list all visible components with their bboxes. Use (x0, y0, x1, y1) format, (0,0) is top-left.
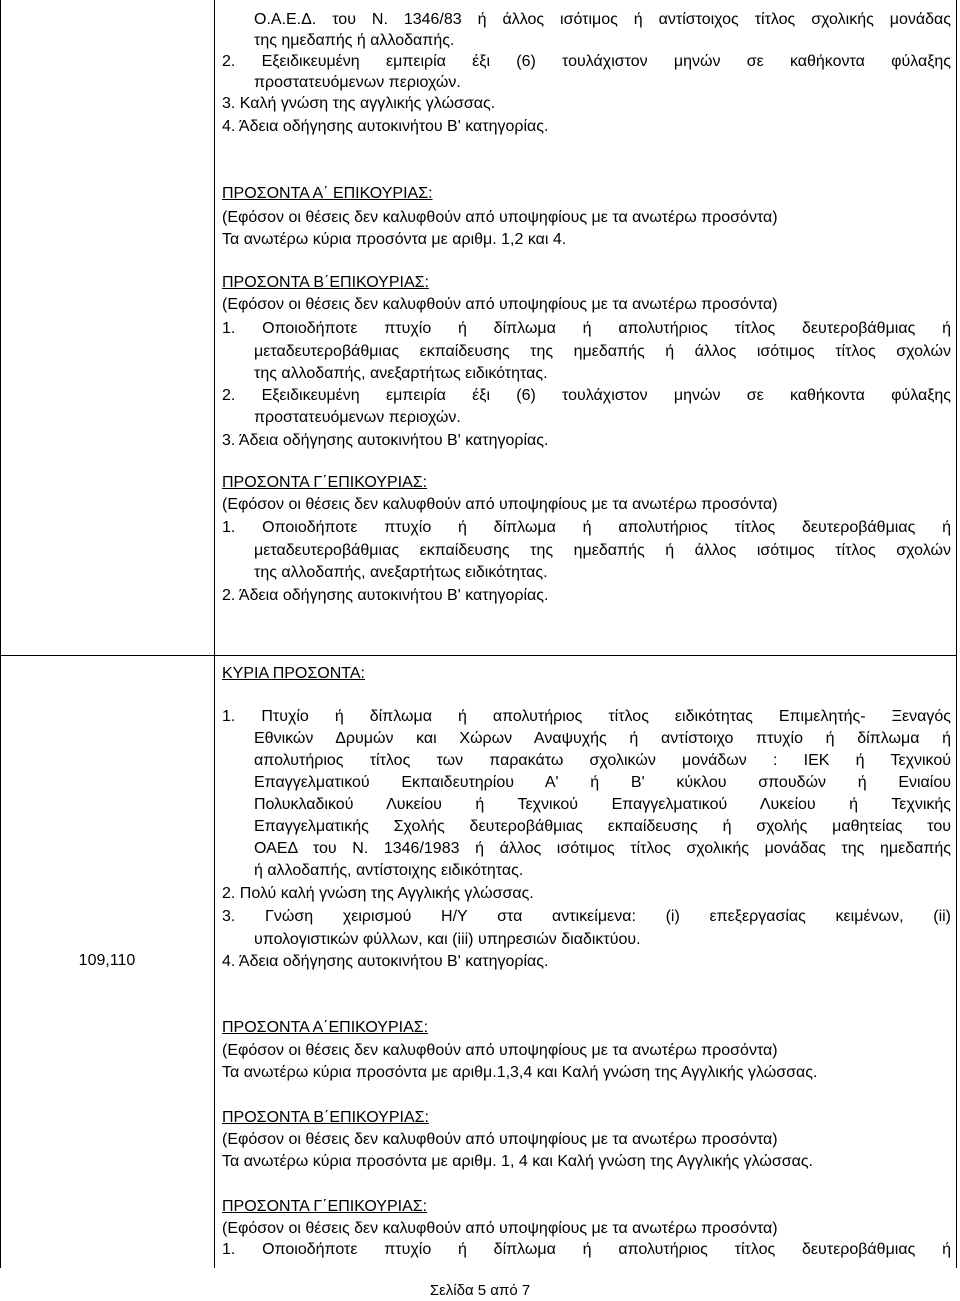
text-line: ΟΑΕΔ του Ν. 1346/1983 ή άλλος ισότιμος τίτλος σχολικής μονάδας της ημεδαπής (254, 840, 951, 857)
text-line: (Εφόσον οι θέσεις δεν καλυφθούν από υποψηφίους με τα ανωτέρω προσόντα) (222, 296, 778, 313)
text-line: Ο.Α.Ε.Δ. του Ν. 1346/83 ή άλλος ισότιμος ή αντίστοιχος τίτλος σχολικής μονάδας (254, 11, 951, 28)
text-line: 3. Γνώση χειρισμού Η/Υ στα αντικείμενα: (i) επεξεργασίας κειμένων, (ii) (222, 908, 951, 925)
text-line: 1. Οποιοδήποτε πτυχίο ή δίπλωμα ή απολυτήριος τίτλος δευτεροβάθμιας ή (222, 519, 951, 536)
section-heading: ΠΡΟΣΟΝΤΑ Β΄ΕΠΙΚΟΥΡΙΑΣ: (222, 274, 429, 291)
table-column-divider (214, 0, 215, 1268)
section-heading: ΠΡΟΣΟΝΤΑ Γ΄ΕΠΙΚΟΥΡΙΑΣ: (222, 474, 428, 491)
text-line: προστατευόμενων περιοχών. (254, 74, 461, 91)
text-line: Πολυκλαδικού Λυκείου ή Τεχνικού Επαγγελματικού Λυκείου ή Τεχνικής (254, 796, 951, 813)
table-border-right (956, 0, 957, 1268)
text-line: προστατευόμενων περιοχών. (254, 409, 461, 426)
text-line: Τα ανωτέρω κύρια προσόντα με αριθμ. 1, 4 και Καλή γνώση της Αγγλικής γλώσσας. (222, 1153, 813, 1170)
text-line: 3. Καλή γνώση της αγγλικής γλώσσας. (222, 95, 496, 112)
text-line: μεταδευτεροβάθμιας εκπαίδευσης της ημεδαπής ή άλλος ισότιμος τίτλος σχολών (254, 343, 951, 360)
text-line: της αλλοδαπής, ανεξαρτήτως ειδικότητας. (254, 564, 548, 581)
section-heading: ΠΡΟΣΟΝΤΑ Α΄ΕΠΙΚΟΥΡΙΑΣ: (222, 1019, 429, 1036)
table-border-left (0, 0, 1, 1268)
row2-content-cell (222, 656, 951, 1268)
text-line: Επαγγελματικής Σχολής δευτεροβάθμιας εκπαίδευσης ή σχολής μαθητείας του (254, 818, 951, 835)
specialty-code: 109,110 (78, 952, 136, 969)
text-line: 2. Εξειδικευμένη εμπειρία έξι (6) τουλάχιστον μηνών σε καθήκοντα φύλαξης (222, 53, 951, 70)
text-line: υπολογιστικών φύλλων, και (iii) υπηρεσιών διαδικτύου. (254, 931, 641, 948)
text-line: 1. Οποιοδήποτε πτυχίο ή δίπλωμα ή απολυτήριος τίτλος δευτεροβάθμιας ή (222, 1241, 951, 1258)
text-line: (Εφόσον οι θέσεις δεν καλυφθούν από υποψηφίους με τα ανωτέρω προσόντα) (222, 209, 778, 226)
text-line: Επαγγελματικού Εκπαιδευτηρίου Α' ή Β' κύκλου σπουδών ή Ενιαίου (254, 774, 951, 791)
text-line: 4. Άδεια οδήγησης αυτοκινήτου Β' κατηγορίας. (222, 953, 549, 970)
section-heading: ΚΥΡΙΑ ΠΡΟΣΟΝΤΑ: (222, 665, 365, 682)
page-number: Σελίδα 5 από 7 (429, 1282, 531, 1299)
section-heading: ΠΡΟΣΟΝΤΑ Α΄ ΕΠΙΚΟΥΡΙΑΣ: (222, 185, 433, 202)
text-line: 2. Άδεια οδήγησης αυτοκινήτου Β' κατηγορίας. (222, 587, 549, 604)
section-heading: ΠΡΟΣΟΝΤΑ Β΄ΕΠΙΚΟΥΡΙΑΣ: (222, 1109, 429, 1126)
text-line: 2. Εξειδικευμένη εμπειρία έξι (6) τουλάχιστον μηνών σε καθήκοντα φύλαξης (222, 387, 951, 404)
text-line: (Εφόσον οι θέσεις δεν καλυφθούν από υποψηφίους με τα ανωτέρω προσόντα) (222, 1220, 778, 1237)
text-line: (Εφόσον οι θέσεις δεν καλυφθούν από υποψηφίους με τα ανωτέρω προσόντα) (222, 1131, 778, 1148)
text-line: Εθνικών Δρυμών και Χώρων Αναψυχής ή αντίστοιχο πτυχίο ή δίπλωμα ή (254, 730, 951, 747)
text-line: Τα ανωτέρω κύρια προσόντα με αριθμ. 1,2 και 4. (222, 231, 567, 248)
text-line: 1. Οποιοδήποτε πτυχίο ή δίπλωμα ή απολυτήριος τίτλος δευτεροβάθμιας ή (222, 320, 951, 337)
text-line: της ημεδαπής ή αλλοδαπής. (254, 32, 455, 49)
text-line: 2. Πολύ καλή γνώση της Αγγλικής γλώσσας. (222, 885, 534, 902)
text-line: της αλλοδαπής, ανεξαρτήτως ειδικότητας. (254, 365, 548, 382)
text-line: μεταδευτεροβάθμιας εκπαίδευσης της ημεδαπής ή άλλος ισότιμος τίτλος σχολών (254, 542, 951, 559)
text-line: απολυτήριος τίτλος των παρακάτω σχολικών μονάδων : ΙΕΚ ή Τεχνικού (254, 752, 951, 769)
text-line: (Εφόσον οι θέσεις δεν καλυφθούν από υποψηφίους με τα ανωτέρω προσόντα) (222, 496, 778, 513)
text-line: 3. Άδεια οδήγησης αυτοκινήτου Β' κατηγορίας. (222, 432, 549, 449)
text-line: ή αλλοδαπής, αντίστοιχης ειδικότητας. (254, 862, 524, 879)
text-line: Τα ανωτέρω κύρια προσόντα με αριθμ.1,3,4 και Καλή γνώση της Αγγλικής γλώσσας. (222, 1064, 818, 1081)
text-line: 4. Άδεια οδήγησης αυτοκινήτου Β' κατηγορίας. (222, 118, 549, 135)
row1-content-cell (222, 0, 951, 655)
text-line: (Εφόσον οι θέσεις δεν καλυφθούν από υποψηφίους με τα ανωτέρω προσόντα) (222, 1042, 778, 1059)
section-heading: ΠΡΟΣΟΝΤΑ Γ΄ΕΠΙΚΟΥΡΙΑΣ: (222, 1198, 428, 1215)
text-line: 1. Πτυχίο ή δίπλωμα ή απολυτήριος τίτλος ειδικότητας Επιμελητής- Ξεναγός (222, 708, 951, 725)
